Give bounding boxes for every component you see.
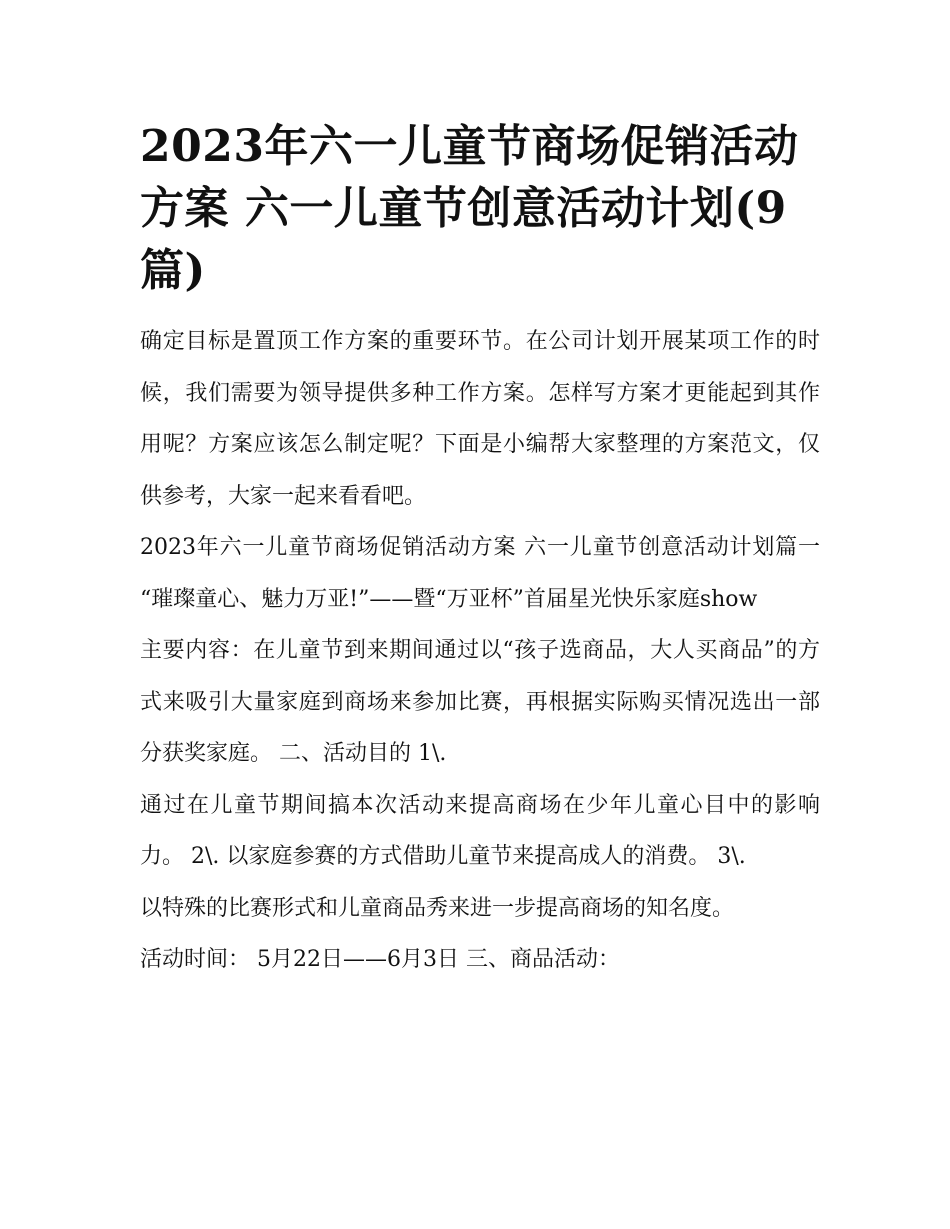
document-title: 2023年六一儿童节商场促销活动方案 六一儿童节创意活动计划(9篇) — [140, 121, 799, 296]
purpose-3-paragraph: 以特殊的比赛形式和儿童商品秀来进一步提高商场的知名度。 — [140, 895, 735, 921]
activity-time-paragraph: 活动时间： 5月22日——6月3日 三、商品活动： — [140, 947, 620, 972]
main-content-paragraph: 主要内容：在儿童节到来期间通过以“孩子选商品，大人买商品”的方式来吸引大量家庭到商场来参加比赛，再根据实际购买情况选出一部分获奖家庭。 二、活动目的 1\. — [140, 638, 820, 766]
section-heading-paragraph: 2023年六一儿童节商场促销活动方案 六一儿童节创意活动计划篇一 “璀璨童心、魅力万亚!”——暨“万亚杯”首届星光快乐家庭show — [140, 535, 820, 612]
intro-paragraph: 确定目标是置顶工作方案的重要环节。在公司计划开展某项工作的时候，我们需要为领导提供多种工作方案。怎样写方案才更能起到其作用呢？方案应该怎么制定呢？下面是小编帮大家整理的方案范文，仅供参考，大家一起来看看吧。 — [140, 329, 820, 509]
document-page — [140, 116, 820, 986]
purpose-paragraph: 通过在儿童节期间搞本次活动来提高商场在少年儿童心目中的影响力。 2\. 以家庭参赛的方式借助儿童节来提高成人的消费。 3\. — [140, 792, 820, 869]
